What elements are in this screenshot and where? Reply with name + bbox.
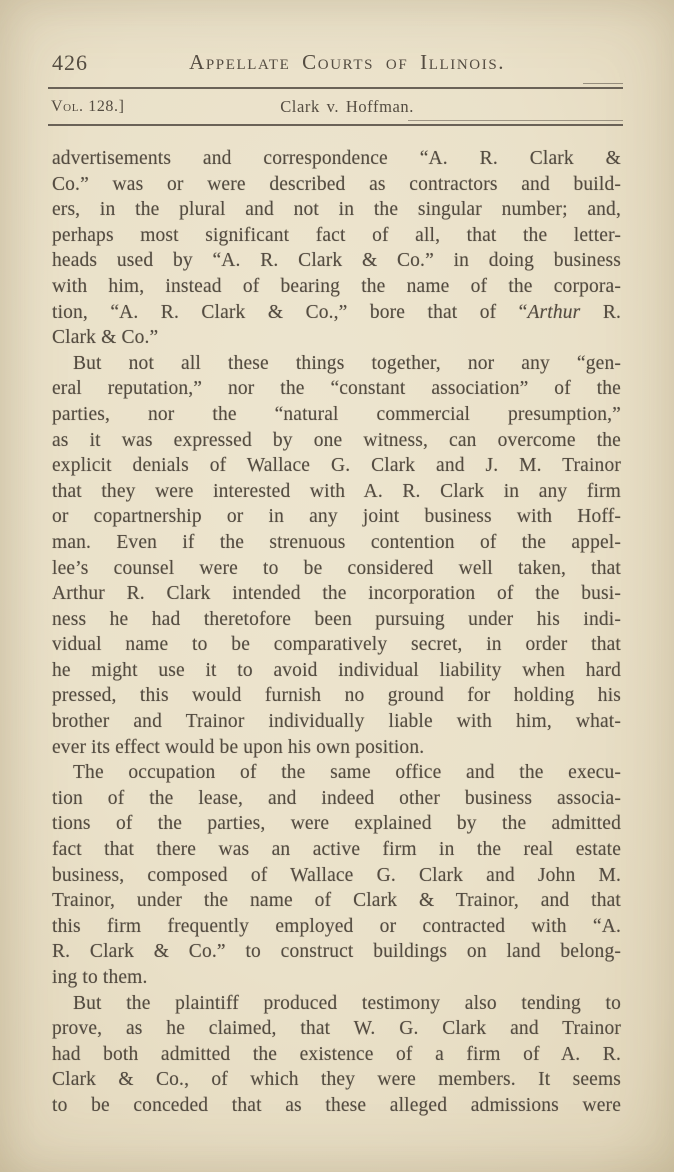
text-line: lee’s counsel were to be considered well taken, that: [52, 557, 621, 579]
text-line: eral reputation,” nor the “constant association” of the: [52, 378, 621, 400]
text-line: ness he had theretofore been pursuing under his indi-: [52, 608, 621, 630]
case-title: Clark v. Hoffman.: [280, 97, 415, 116]
text-line: prove, as he claimed, that W. G. Clark and Trainor: [52, 1018, 621, 1040]
running-title: Appellate Courts of Illinois.: [189, 50, 506, 74]
text-line: as it was expressed by one witness, can overcome the: [52, 429, 621, 451]
text-line: heads used by “A. R. Clark & Co.” in doing business: [52, 250, 621, 272]
text-line: tion, “A. R. Clark & Co.,” bore that of “Arthur R.: [52, 301, 621, 323]
text-line: tions of the parties, were explained by the admitted: [52, 813, 621, 835]
text-line: brother and Trainor individually liable with him, what-: [52, 711, 621, 733]
text-line: or copartnership or in any joint business with Hoff-: [52, 506, 621, 528]
text-line: Clark & Co., of which they were members. It seems: [52, 1069, 621, 1091]
text-line: man. Even if the strenuous contention of the appel-: [52, 531, 621, 553]
text-line: R. Clark & Co.” to construct buildings on land belong-: [52, 941, 621, 963]
text-line: ever its effect would be upon his own position.: [52, 736, 425, 758]
text-line: that they were interested with A. R. Clark in any firm: [52, 480, 621, 502]
text-line: this firm frequently employed or contracted with “A.: [52, 915, 621, 937]
text-line: Clark & Co.”: [52, 327, 159, 349]
text-line: he might use it to avoid individual liability when hard: [52, 659, 621, 681]
text-line: business, composed of Wallace G. Clark and John M.: [52, 864, 621, 886]
volume-label: Vol. 128.]: [51, 98, 125, 115]
page-body: [52, 146, 621, 1119]
text-line: ers, in the plural and not in the singular number; and,: [52, 199, 621, 221]
text-line: tion of the lease, and indeed other business associa-: [52, 787, 621, 809]
text-line: But the plaintiff produced testimony also tending to: [73, 992, 621, 1014]
header-rule-bottom: [48, 124, 623, 126]
text-line: Trainor, under the name of Clark & Trainor, and that: [52, 890, 621, 912]
text-line: with him, instead of bearing the name of the corpora-: [52, 275, 621, 297]
text-line: pressed, this would furnish no ground for holding his: [52, 685, 621, 707]
text-line: had both admitted the existence of a firm of A. R.: [52, 1043, 621, 1065]
header-row-bottom: [0, 97, 674, 117]
page-number: 426: [52, 50, 88, 75]
text-line: fact that there was an active firm in the real estate: [52, 839, 621, 861]
header-row-top: [0, 50, 674, 76]
text-line: Arthur R. Clark intended the incorporation of the busi-: [52, 583, 621, 605]
text-line: advertisements and correspondence “A. R. Clark &: [52, 148, 621, 169]
header-rule-top: [48, 87, 623, 89]
text-line: The occupation of the same office and the execu-: [73, 762, 621, 784]
text-line: to be conceded that as these alleged admissions were: [52, 1094, 621, 1116]
text-line: ing to them.: [52, 967, 148, 988]
text-line: explicit denials of Wallace G. Clark and J. M. Trainor: [52, 455, 621, 477]
text-line: parties, nor the “natural commercial presumption,”: [52, 403, 621, 425]
text-line: But not all these things together, nor any “gen-: [73, 352, 621, 374]
text-line: vidual name to be comparatively secret, in order that: [52, 634, 621, 656]
text-line: perhaps most significant fact of all, that the letter-: [52, 224, 621, 246]
text-line: Co.” was or were described as contractors and build-: [52, 173, 621, 195]
